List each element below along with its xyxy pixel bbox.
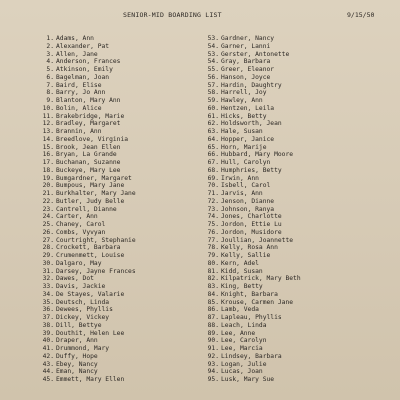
list-entry [203, 120, 282, 128]
entry-name: Johnson, Ranya [221, 205, 275, 213]
list-entry [203, 73, 271, 82]
entry-number: 5. [46, 66, 54, 73]
entry-name: Ebey, Nancy [56, 360, 98, 368]
entry-number: 40. [42, 337, 54, 345]
entry-name: Kern, Adel [221, 259, 259, 267]
entry-number: 53. [207, 50, 219, 58]
entry-number: 17. [42, 159, 54, 166]
entry-name: Leach, Linda [221, 321, 267, 329]
entry-name: Bryan, La Grande [56, 151, 117, 159]
entry-number: 64. [207, 135, 219, 143]
list-entry [38, 306, 113, 314]
entry-name: Carter, Ann [56, 213, 98, 221]
entry-name: Joullian, Joannette [221, 236, 294, 244]
entry-number: 21. [42, 190, 54, 197]
list-entry [203, 159, 271, 167]
entry-name: Hubbard, Mary Moore [221, 151, 294, 159]
list-entry [203, 182, 271, 190]
list-entry [38, 73, 110, 82]
list-entry [203, 267, 263, 276]
entry-number: 77. [207, 236, 219, 244]
entry-name: Hawley, Ann [221, 97, 263, 104]
entry-name: Chaney, Carol [56, 221, 106, 228]
entry-name: Brook, Jean Ellen [56, 143, 121, 151]
entry-name: Holdsworth, Jean [221, 120, 282, 128]
list-entry [38, 104, 102, 113]
entry-name: Lee, Carolyn [221, 337, 267, 345]
entry-name: Hicks, Betty [221, 112, 267, 120]
list-entry [38, 352, 98, 361]
entry-number: 22. [42, 197, 54, 205]
list-entry [38, 213, 98, 221]
entry-number: 89. [207, 329, 219, 337]
entry-number: 70. [207, 182, 219, 190]
list-entry [38, 205, 117, 214]
entry-number: 36. [42, 306, 54, 314]
list-entry [203, 376, 275, 384]
entry-name: Horn, Marije [221, 143, 267, 151]
entry-name: Cantrell, Dianne [56, 205, 117, 213]
list-entry [203, 368, 263, 376]
entry-name: Garner, Lanni [221, 42, 271, 50]
entry-name: Bagelman, Joan [56, 73, 110, 81]
entry-name: Drummond, Mary [56, 345, 110, 352]
entry-number: 86. [207, 306, 219, 314]
entry-number: 3. [46, 50, 54, 58]
list-entry [203, 66, 275, 74]
entry-name: Crumenmett, Louise [56, 252, 125, 259]
entry-name: Jordon, Ettie Lu [221, 221, 282, 228]
entry-number: 74. [207, 213, 219, 221]
entry-name: Draper, Ann [56, 337, 98, 345]
entry-name: Burkhalter, Mary Jane [56, 190, 136, 197]
entry-name: Humphries, Betty [221, 166, 282, 174]
list-entry [203, 221, 282, 229]
list-title: SENIOR-MID BOARDING LIST [123, 11, 222, 19]
entry-name: Hentzen, Leila [221, 104, 275, 112]
entry-number: 34. [42, 290, 54, 298]
list-entry [38, 290, 125, 299]
entry-name: Lee, Anne [221, 329, 256, 337]
list-entry [203, 236, 294, 245]
entry-name: Kilpatrick, Mary Beth [221, 275, 301, 283]
list-entry [38, 120, 121, 128]
entry-name: Dill, Bettye [56, 321, 102, 329]
entry-number: 82. [207, 275, 219, 283]
list-entry [38, 151, 117, 159]
entry-number: 72. [207, 197, 219, 205]
entry-name: De Stayes, Valarie [56, 290, 125, 298]
entry-number: 94. [207, 368, 219, 376]
entry-number: 41. [42, 345, 54, 352]
entry-name: Anderson, Frances [56, 58, 121, 66]
entry-name: Crockett, Barbara [56, 244, 121, 252]
entry-number: 56. [207, 73, 219, 81]
entry-name: Brannin, Ann [56, 128, 102, 135]
list-entry [38, 81, 102, 90]
list-entry [203, 337, 267, 345]
list-entry [203, 213, 282, 221]
entry-name: Hanson, Joyce [221, 73, 271, 81]
entry-number: 26. [42, 228, 54, 236]
entry-name: Krouse, Carmen Jane [221, 298, 294, 306]
entry-number: 15. [42, 143, 54, 151]
list-entry [38, 221, 106, 229]
list-entry [38, 66, 113, 74]
list-entry [203, 298, 294, 307]
entry-name: Jones, Charlotte [221, 213, 282, 221]
list-entry [203, 329, 256, 338]
entry-number: 4. [46, 58, 54, 66]
entry-name: Jarvis, Ann [221, 190, 263, 197]
list-entry [38, 182, 125, 190]
list-entry [203, 151, 294, 159]
entry-number: 61. [207, 112, 219, 120]
list-entry [38, 252, 125, 260]
entry-name: Gray, Barbara [221, 58, 271, 66]
list-entry [38, 368, 98, 376]
list-entry [203, 143, 267, 152]
list-entry [203, 42, 271, 51]
list-entry [38, 174, 132, 183]
list-entry [38, 58, 121, 66]
list-entry [38, 298, 110, 307]
list-entry [38, 190, 136, 198]
entry-name: Kelly, Sallie [221, 252, 271, 259]
entry-name: Brakebridge, Marie [56, 112, 125, 120]
list-entry [203, 360, 267, 369]
entry-name: Darsey, Jayne Frances [56, 267, 136, 275]
entry-number: 9. [46, 97, 54, 104]
entry-name: Lindsey, Barbara [221, 352, 282, 360]
entry-number: 55. [207, 66, 219, 73]
entry-number: 66. [207, 151, 219, 159]
entry-number: 88. [207, 321, 219, 329]
entry-name: Kelly, Rosa Ann [221, 244, 278, 252]
list-entry [203, 128, 263, 136]
entry-name: Blanton, Mary Ann [56, 97, 121, 104]
entry-number: 76. [207, 228, 219, 236]
list-entry [38, 267, 136, 276]
entry-number: 33. [42, 283, 54, 290]
list-entry [203, 259, 259, 268]
entry-number: 24. [42, 213, 54, 221]
entry-name: Isbell, Carol [221, 182, 271, 190]
entry-name: Breedlove, Virginia [56, 135, 129, 143]
entry-name: Buckeye, Mary Lee [56, 166, 121, 174]
entry-name: King, Betty [221, 283, 263, 290]
entry-number: 95. [207, 376, 219, 383]
entry-name: Gerster, Antonette [221, 50, 290, 58]
entry-number: 20. [42, 182, 54, 190]
entry-number: 60. [207, 104, 219, 112]
list-entry [38, 329, 125, 338]
entry-number: 6. [46, 73, 54, 81]
entry-number: 35. [42, 298, 54, 306]
entry-name: Emmett, Mary Ellen [56, 376, 125, 383]
entry-name: Barry, Jo Ann [56, 89, 106, 97]
entry-name: Dawes, Dot [56, 275, 94, 283]
list-entry [203, 89, 267, 97]
entry-number: 23. [42, 205, 54, 213]
list-entry [203, 197, 275, 206]
list-entry [38, 42, 110, 51]
right-name-column [203, 35, 301, 384]
list-entry [38, 35, 94, 43]
entry-name: Logan, Julie [221, 360, 267, 368]
list-entry [38, 135, 129, 144]
entry-number: 44. [42, 368, 54, 376]
entry-name: Hull, Carolyn [221, 159, 271, 166]
entry-name: Jordon, Musidore [221, 228, 282, 236]
entry-number: 65. [207, 143, 219, 151]
list-entry [38, 236, 136, 245]
entry-name: Jenson, Dianne [221, 197, 275, 205]
entry-name: Courtright, Stephanie [56, 236, 136, 244]
entry-name: Buchanan, Suzanne [56, 159, 121, 166]
entry-number: 11. [42, 112, 54, 120]
list-entry [38, 197, 125, 206]
list-entry [38, 159, 121, 167]
entry-number: 19. [42, 174, 54, 182]
entry-number: 69. [207, 174, 219, 182]
entry-name: Allen, Jane [56, 50, 98, 58]
entry-number: 28. [42, 244, 54, 252]
entry-name: Irwin, Ann [221, 174, 259, 182]
entry-number: 32. [42, 275, 54, 283]
entry-number: 78. [207, 244, 219, 252]
list-date: 9/15/50 [347, 11, 375, 19]
entry-number: 10. [42, 104, 54, 112]
entry-number: 91. [207, 345, 219, 352]
list-entry [38, 345, 110, 353]
entry-number: 79. [207, 252, 219, 259]
entry-name: Deutsch, Linda [56, 298, 110, 306]
list-entry [203, 228, 282, 237]
list-entry [203, 190, 263, 198]
entry-number: 84. [207, 290, 219, 298]
entry-number: 13. [42, 128, 54, 135]
list-entry [38, 50, 98, 59]
entry-number: 18. [42, 166, 54, 174]
list-entry [38, 376, 125, 384]
list-entry [203, 135, 275, 144]
entry-number: 25. [42, 221, 54, 228]
entry-number: 53. [207, 35, 219, 42]
entry-number: 67. [207, 159, 219, 166]
list-entry [38, 283, 106, 291]
entry-name: Bolin, Alice [56, 104, 102, 112]
list-entry [38, 143, 121, 152]
list-entry [203, 244, 278, 252]
list-entry [38, 166, 121, 175]
entry-name: Greer, Eleanor [221, 66, 275, 73]
list-entry [203, 283, 263, 291]
list-entry [203, 321, 267, 330]
entry-number: 75. [207, 221, 219, 228]
entry-number: 54. [207, 42, 219, 50]
entry-number: 45. [42, 376, 54, 383]
entry-name: Lapleau, Phyllis [221, 314, 282, 321]
entry-number: 38. [42, 321, 54, 329]
entry-name: Gardner, Nancy [221, 35, 275, 42]
entry-name: Dewees, Phyllis [56, 306, 113, 314]
list-entry [203, 314, 282, 322]
entry-name: Bradley, Margaret [56, 120, 121, 128]
entry-name: Lusk, Mary Sue [221, 376, 275, 383]
entry-number: 7. [46, 81, 54, 89]
entry-number: 63. [207, 128, 219, 135]
entry-number: 54. [207, 58, 219, 66]
list-entry [203, 306, 259, 314]
entry-number: 30. [42, 259, 54, 267]
entry-name: Lucas, Joan [221, 368, 263, 376]
entry-name: Harrell, Joy [221, 89, 267, 97]
entry-number: 8. [46, 89, 54, 97]
entry-number: 83. [207, 283, 219, 290]
entry-name: Adams, Ann [56, 35, 94, 42]
entry-name: Lee, Marcia [221, 345, 263, 352]
list-entry [203, 352, 282, 361]
entry-name: Bumgardner, Margaret [56, 174, 132, 182]
list-entry [38, 321, 102, 330]
entry-number: 43. [42, 360, 54, 368]
entry-name: Hopper, Janice [221, 135, 275, 143]
entry-number: 87. [207, 314, 219, 321]
entry-name: Atkinson, Emily [56, 66, 113, 73]
entry-name: Kidd, Susan [221, 267, 263, 275]
entry-number: 85. [207, 298, 219, 306]
list-entry [203, 58, 271, 66]
entry-name: Alexander, Pat [56, 42, 110, 50]
entry-number: 92. [207, 352, 219, 360]
list-entry [38, 244, 121, 252]
entry-number: 2. [46, 42, 54, 50]
entry-number: 29. [42, 252, 54, 259]
list-entry [203, 205, 275, 214]
list-entry [38, 228, 106, 237]
entry-number: 37. [42, 314, 54, 321]
entry-number: 90. [207, 337, 219, 345]
left-name-column [38, 35, 136, 384]
entry-number: 58. [207, 89, 219, 97]
entry-number: 93. [207, 360, 219, 368]
list-entry [203, 174, 259, 183]
list-entry [203, 290, 278, 299]
entry-name: Lamb, Veda [221, 306, 259, 314]
list-entry [203, 252, 271, 260]
entry-number: 42. [42, 352, 54, 360]
entry-name: Douthit, Helen Lee [56, 329, 125, 337]
list-entry [38, 128, 102, 136]
entry-name: Hardin, Daughtry [221, 81, 282, 89]
entry-name: Bumpous, Mary Jane [56, 182, 125, 190]
entry-name: Eman, Nancy [56, 368, 98, 376]
list-entry [38, 360, 98, 369]
entry-number: 27. [42, 236, 54, 244]
entry-name: Davis, Jackie [56, 283, 106, 290]
list-entry [203, 112, 267, 121]
entry-name: Baird, Elise [56, 81, 102, 89]
list-entry [38, 112, 125, 121]
list-entry [203, 35, 275, 43]
entry-number: 39. [42, 329, 54, 337]
entry-number: 80. [207, 259, 219, 267]
list-entry [38, 89, 106, 97]
list-entry [203, 50, 290, 59]
entry-number: 1. [46, 35, 54, 42]
list-entry [38, 337, 98, 345]
entry-number: 16. [42, 151, 54, 159]
entry-number: 14. [42, 135, 54, 143]
list-entry [203, 275, 301, 283]
entry-number: 71. [207, 190, 219, 197]
list-entry [38, 97, 121, 105]
entry-number: 62. [207, 120, 219, 128]
list-entry [203, 97, 263, 105]
list-entry [203, 345, 263, 353]
entry-number: 59. [207, 97, 219, 104]
entry-name: Knight, Barbara [221, 290, 278, 298]
entry-number: 68. [207, 166, 219, 174]
entry-number: 81. [207, 267, 219, 275]
entry-number: 73. [207, 205, 219, 213]
entry-name: Dickey, Vickey [56, 314, 110, 321]
entry-number: 57. [207, 81, 219, 89]
entry-name: Butler, Judy Belle [56, 197, 125, 205]
list-entry [203, 166, 282, 175]
list-entry [38, 259, 102, 268]
entry-number: 31. [42, 267, 54, 275]
list-entry [203, 104, 275, 113]
entry-number: 12. [42, 120, 54, 128]
entry-name: Hale, Susan [221, 128, 263, 135]
list-entry [203, 81, 282, 90]
entry-name: Dalgaro, May [56, 259, 102, 267]
entry-name: Duffy, Hope [56, 352, 98, 360]
entry-name: Combs, Vyvyan [56, 228, 106, 236]
list-entry [38, 275, 94, 283]
list-entry [38, 314, 110, 322]
